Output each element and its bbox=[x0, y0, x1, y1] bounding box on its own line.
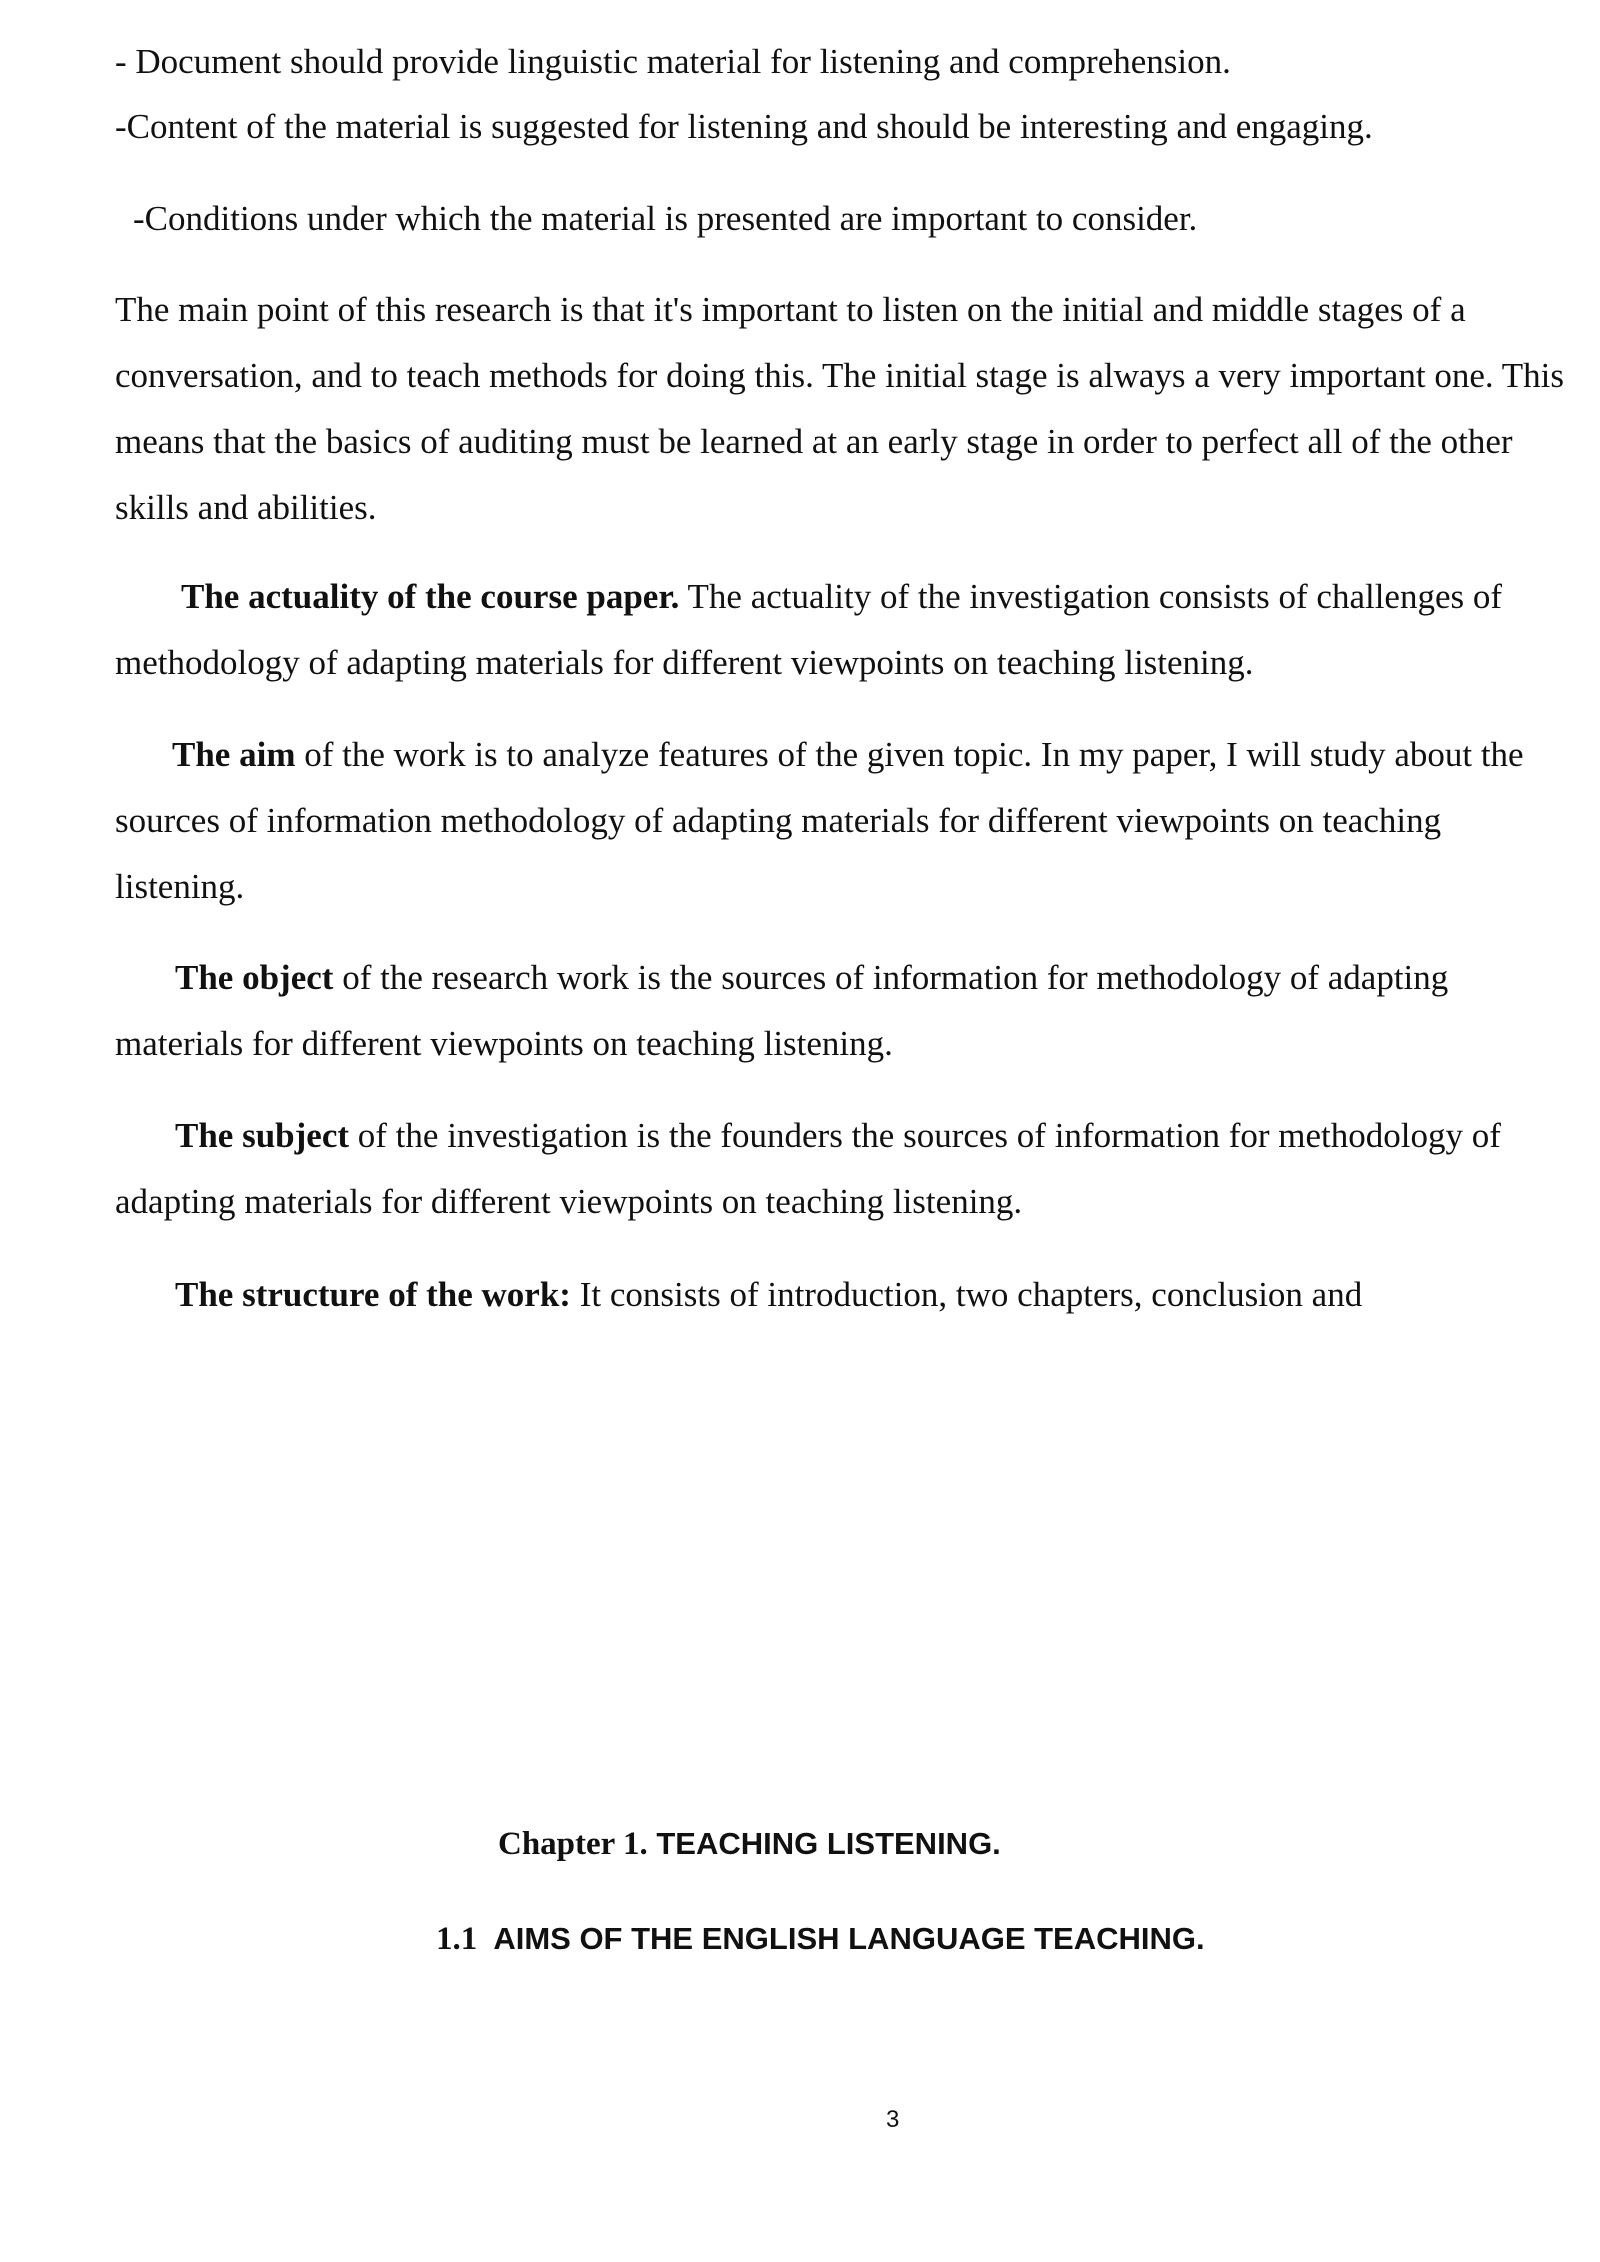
actuality-paragraph bbox=[115, 564, 1565, 696]
aim-label: The aim bbox=[172, 735, 296, 774]
object-paragraph bbox=[115, 945, 1565, 1077]
actuality-text: The actuality of the investigation consists of challenges of methodology of adapting materials for different viewpoints on teaching listening. bbox=[115, 577, 1503, 682]
structure-text: It consists of introduction, two chapters, conclusion and bbox=[570, 1275, 1363, 1314]
object-text: of the research work is the sources of information for methodology of adapting materials for different viewpoints on teaching listening. bbox=[115, 958, 1449, 1063]
structure-paragraph bbox=[115, 1262, 1565, 1328]
section-number: 1.1 bbox=[436, 1921, 478, 1957]
subject-paragraph bbox=[115, 1103, 1565, 1235]
section-heading bbox=[436, 1923, 1205, 1956]
list-item-document: - Document should provide linguistic material for listening and comprehension. bbox=[115, 42, 1231, 81]
aim-paragraph bbox=[115, 722, 1565, 920]
page-number: 3 bbox=[886, 2106, 900, 2133]
structure-label: The structure of the work: bbox=[175, 1275, 571, 1314]
chapter-heading bbox=[498, 1828, 1001, 1861]
chapter-title: TEACHING LISTENING. bbox=[647, 1826, 1001, 1861]
list-item-conditions: -Conditions under which the material is presented are important to consider. bbox=[133, 199, 1198, 238]
chapter-prefix: Chapter 1. bbox=[498, 1826, 648, 1862]
subject-text: of the investigation is the founders the sources of information for methodology of adapting materials for different viewpoints on teaching listening. bbox=[115, 1116, 1501, 1221]
list-item-content: -Content of the material is suggested for listening and should be interesting and engaging. bbox=[115, 107, 1373, 146]
object-label: The object bbox=[175, 958, 334, 997]
subject-label: The subject bbox=[175, 1116, 350, 1155]
section-title: AIMS OF THE ENGLISH LANGUAGE TEACHING. bbox=[477, 1921, 1205, 1956]
actuality-label: The actuality of the course paper. bbox=[181, 577, 680, 616]
main-point-paragraph: The main point of this research is that it's important to listen on the initial and middle stages of a conversation, and to teach methods for doing this. The initial stage is always a very important one. This means that the basics of auditing must be learned at an early stage in order to perfect all of the other skills and abilities. bbox=[115, 290, 1564, 527]
aim-text: of the work is to analyze features of the given topic. In my paper, I will study about the sources of information methodology of adapting materials for different viewpoints on teaching listening. bbox=[115, 735, 1524, 906]
